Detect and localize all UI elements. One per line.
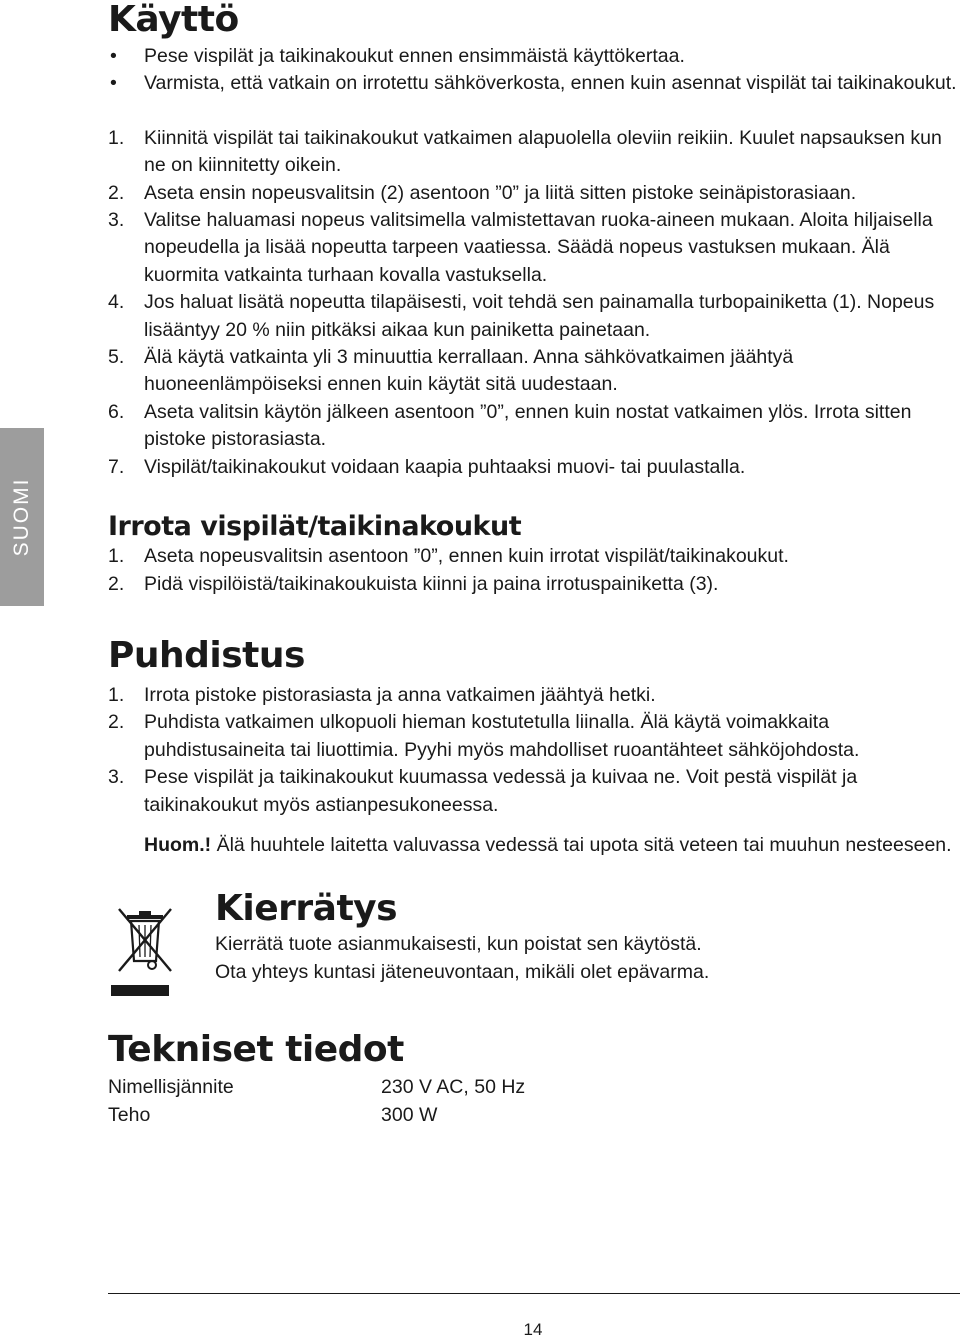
step-item <box>108 399 960 454</box>
step-item <box>108 682 960 709</box>
step-text: Aseta nopeusvalitsin asentoon ”0”, ennen kuin irrotat vispilät/taikinakoukut. <box>144 545 789 568</box>
note-label: Huom.! <box>144 833 212 856</box>
step-item <box>108 180 960 207</box>
step-text: Kiinnitä vispilät tai taikinakoukut vatkaimen alapuolella oleviin reikiin. Kuulet napsauksen kun ne on kiinnitetty oikein. <box>144 126 942 177</box>
usage-bullets <box>108 43 960 98</box>
usage-title: Käyttö <box>108 0 239 40</box>
usage-steps <box>108 125 960 481</box>
cleaning-note <box>108 832 960 859</box>
spec-value: 230 V AC, 50 Hz <box>381 1076 526 1099</box>
step-item <box>108 543 960 570</box>
spec-label: Teho <box>108 1103 151 1126</box>
specs-section <box>108 1030 960 1129</box>
step-number: 3. <box>108 209 125 232</box>
detach-title: Irrota vispilät/taikinakoukut <box>108 511 522 543</box>
step-number: 2. <box>108 572 125 595</box>
step-item <box>108 207 960 289</box>
step-text: Älä käytä vatkainta yli 3 minuuttia kerrallaan. Anna sähkövatkaimen jäähtyä huoneenlämpöiseksi ennen kuin käytät sitä uudestaan. <box>144 346 794 396</box>
step-text: Valitse haluamasi nopeus valitsimella valmistettavan ruoka-aineen mukaan. Aloita hiljaisella nopeudella ja lisää nopeutta tarpeen vaatiessa. Säädä nopeus vastuksen mukaan. Älä kuormita vatkainta turhaan kovalla vastuksella. <box>144 209 933 286</box>
weee-crossed-bin-icon <box>111 905 181 997</box>
spec-label: Nimellisjännite <box>108 1076 234 1099</box>
step-number: 7. <box>108 455 125 478</box>
spec-value: 300 W <box>381 1103 438 1126</box>
step-number: 1. <box>108 126 125 149</box>
step-number: 2. <box>108 711 125 734</box>
detach-section <box>108 511 960 598</box>
cleaning-section <box>108 636 960 859</box>
recycling-section <box>108 889 960 997</box>
step-item <box>108 764 960 819</box>
note-text: Älä huuhtele laitetta valuvassa vedessä tai upota sitä veteen tai muuhun nesteeseen. <box>211 833 952 856</box>
step-item <box>108 344 960 399</box>
step-text: Puhdista vatkaimen ulkopuoli hieman kostutetulla liinalla. Älä käytä voimakkaita puhdistusaineita tai liuottimia. Pyyhi myös mahdolliset ruoantähteet sähköjohdosta. <box>144 711 860 761</box>
usage-section <box>108 0 960 481</box>
step-item <box>108 454 960 481</box>
step-text: Aseta valitsin käytön jälkeen asentoon ”0”, ennen kuin nostat vatkaimen ylös. Irrota sitten pistoke pistorasiasta. <box>144 400 912 451</box>
step-number: 6. <box>108 400 125 423</box>
step-text: Pidä vispilöistä/taikinakoukuista kiinni ja paina irrotuspainiketta (3). <box>144 572 719 595</box>
step-text: Jos haluat lisätä nopeutta tilapäisesti, voit tehdä sen painamalla turbopainiketta (1). Nopeus lisääntyy 20 % niin pitkäksi aikaa kun painiketta painetaan. <box>144 291 935 341</box>
step-number: 1. <box>108 683 125 706</box>
step-item <box>108 289 960 344</box>
step-item <box>108 709 960 764</box>
recycling-line: Kierrätä tuote asianmukaisesti, kun poistat sen käytöstä. <box>215 933 702 956</box>
page-content <box>108 0 960 1129</box>
step-text: Vispilät/taikinakoukut voidaan kaapia puhtaaksi muovi- tai puulastalla. <box>144 455 746 478</box>
step-number: 4. <box>108 291 125 314</box>
recycling-line: Ota yhteys kuntasi jäteneuvontaan, mikäli olet epävarma. <box>215 960 710 983</box>
recycling-title: Kierrätys <box>215 888 398 930</box>
bullet-item: • Pese vispilät ja taikinakoukut ennen ensimmäistä käyttökertaa. <box>108 43 960 70</box>
footer-divider <box>108 1293 960 1294</box>
recycling-text-block <box>215 889 709 986</box>
detach-steps <box>108 543 960 598</box>
cleaning-title: Puhdistus <box>108 634 305 676</box>
step-item <box>108 125 960 180</box>
step-item <box>108 571 960 598</box>
specs-table <box>108 1074 960 1129</box>
cleaning-steps <box>108 682 960 819</box>
step-text: Pese vispilät ja taikinakoukut kuumassa vedessä ja kuivaa ne. Voit pestä vispilät ja taikinakoukut myös astianpesukoneessa. <box>144 766 858 816</box>
step-text: Aseta ensin nopeusvalitsin (2) asentoon ”0” ja liitä sitten pistoke seinäpistorasiaan. <box>144 181 857 204</box>
language-label: SUOMI <box>10 477 33 557</box>
step-text: Irrota pistoke pistorasiasta ja anna vatkaimen jäähtyä hetki. <box>144 683 656 706</box>
step-number: 1. <box>108 545 125 568</box>
step-number: 3. <box>108 766 125 789</box>
page-number: 14 <box>523 1320 543 1339</box>
specs-title: Tekniset tiedot <box>108 1029 404 1071</box>
language-side-tab <box>0 428 44 606</box>
bullet-item: • Varmista, että vatkain on irrotettu sähköverkosta, ennen kuin asennat vispilät tai taikinakoukut. <box>108 70 960 97</box>
step-number: 5. <box>108 346 125 369</box>
step-number: 2. <box>108 181 125 204</box>
